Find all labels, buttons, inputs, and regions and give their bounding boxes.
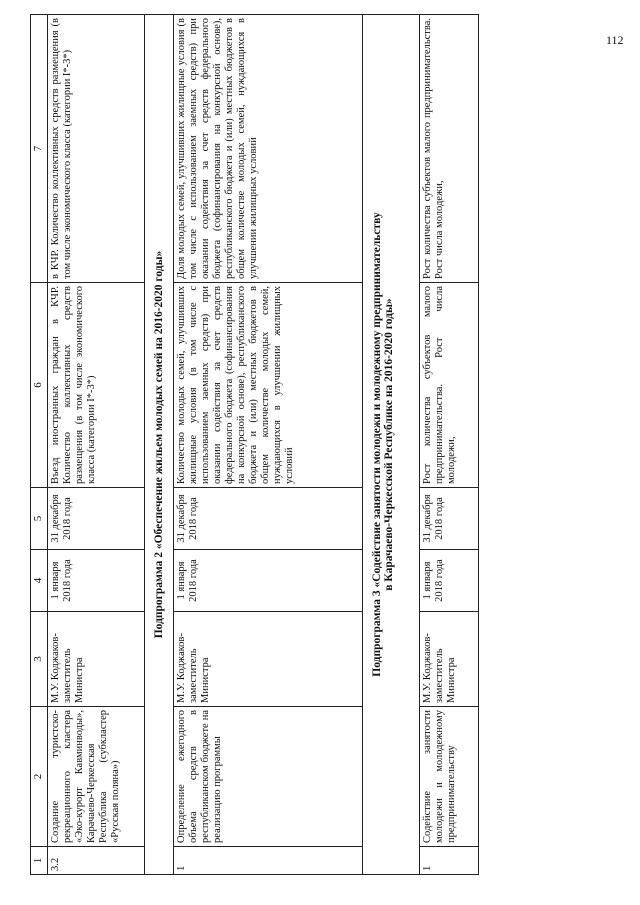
row-number: 1 [420, 847, 479, 875]
indicator: Рост количества субъектов малого предпринимательства. Рост числа молодежи, [420, 15, 479, 283]
start-date: 1 января 2018 года [48, 550, 145, 612]
table-row [48, 15, 145, 875]
indicator: в КЧР. Количество коллективных средств размещения (в том числе экономического класса (категории I*-3*) [48, 15, 145, 283]
plan-table [30, 14, 479, 875]
indicator: Доля молодых семей, улучшивших жилищные условия (в том числе с использованием заемных средств) при оказании содействия за счет средств федерального бюджета (софинансирования на конкурсной основе), республиканского бюджета и (или) местных бюджетов в общем количестве молодых семей, нуждающихся в улучшении жилищных условий [174, 15, 363, 283]
row-number: 1 [174, 847, 363, 875]
activity-name: Определение ежегодного объема средств в республиканском бюджете на реализацию программы [174, 707, 363, 847]
subprogram-2-title: Подпрограмма 2 «Обеспечение жильем молодых семей на 2016-2020 годы» [145, 15, 174, 875]
activity-name: Содействие занятости молодежи и молодежному предпринимательству [420, 707, 479, 847]
header-col-7: 7 [31, 15, 48, 283]
header-col-6: 6 [31, 283, 48, 488]
end-date: 31 декабря 2018 года [48, 488, 145, 550]
activity-name: Создание туристско-рекреационного кластера «Эко-курорт Кавминводы», Карачаево-Черкесская Республика (субкластер «Русская поляна») [48, 707, 145, 847]
header-col-4: 4 [31, 550, 48, 612]
start-date: 1 января 2018 года [420, 550, 479, 612]
subprogram-3-title [363, 15, 420, 875]
header-row [31, 15, 48, 875]
start-date: 1 января 2018 года [174, 550, 363, 612]
responsible-person: М.У. Коджаков-заместитель Министра [174, 612, 363, 707]
rotated-page [20, 15, 624, 885]
header-col-5: 5 [31, 488, 48, 550]
subprogram-3-title-line-2: в Карачаево-Черкесской Республике на 2016-2020 годы» [383, 298, 395, 591]
expected-result: Въезд иностранных граждан в КЧР. Количество коллективных средств размещения (в том числе экономического класса (категории I*-3*) [48, 283, 145, 488]
header-col-3: 3 [31, 612, 48, 707]
header-col-1: 1 [31, 847, 48, 875]
expected-result: Количество молодых семей, улучшивших жилищные условия (в том числе с использованием заемных средств) при оказании содействия за счет средств федерального бюджета (софинансирования на конкурсной основе), республиканского бюджета и (или) местных бюджетов в общем количестве молодых семей, нуждающихся в улучшении жилищных условий [174, 283, 363, 488]
table-row [174, 15, 363, 875]
expected-result: Рост количества субъектов малого предпринимательства. Рост числа молодежи, [420, 283, 479, 488]
section-heading-row [145, 15, 174, 875]
header-col-2: 2 [31, 707, 48, 847]
table-row [420, 15, 479, 875]
responsible-person: М.У. Коджаков-заместитель Министра [420, 612, 479, 707]
page-number: 112 [606, 33, 624, 47]
section-heading-row [363, 15, 420, 875]
end-date: 31 декабря 2018 года [174, 488, 363, 550]
subprogram-3-title-line-1: Подпрограмма 3 «Содействие занятости молодежи и молодежному предпринимательству [371, 212, 383, 677]
responsible-person: М.У. Коджаков-заместитель Министра [48, 612, 145, 707]
end-date: 31 декабря 2018 года [420, 488, 479, 550]
row-number: 3.2 [48, 847, 145, 875]
